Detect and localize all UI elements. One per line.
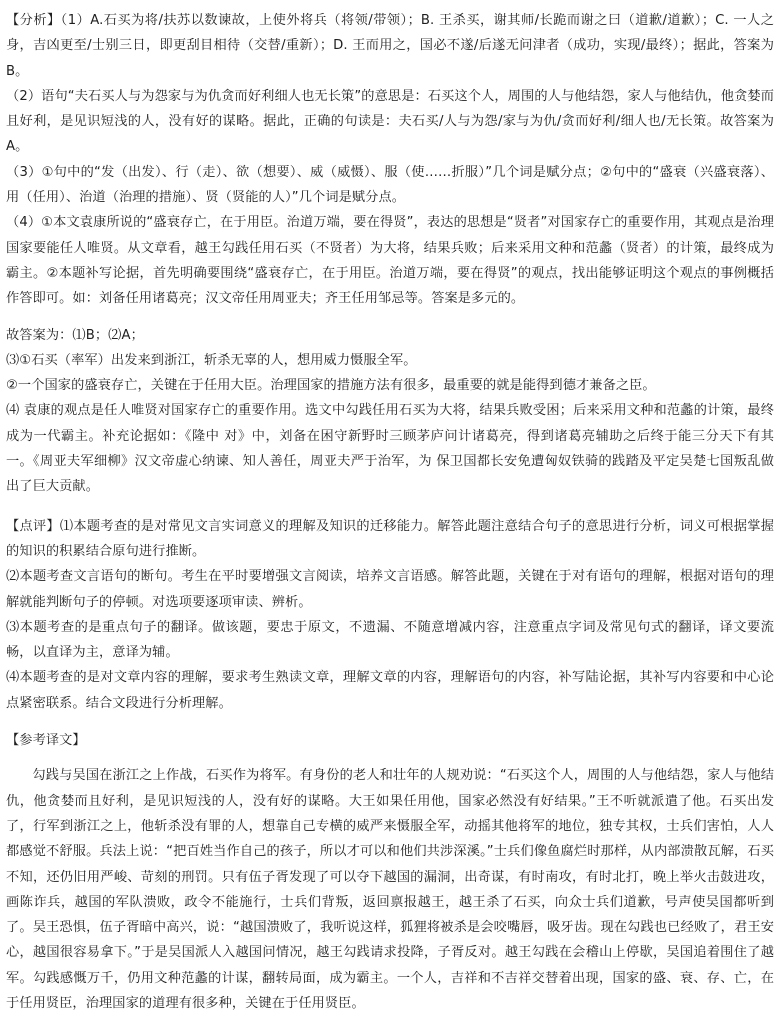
comment-paragraph-1: 【点评】⑴本题考查的是对常见文言实词意义的理解及知识的迁移能力。解答此题注意结合句子的意思进行分析，词义可根据掌握的知识的积累结合原句进行推断。 [6,518,774,559]
translation-body: 勾践与吴国在浙江之上作战，石买作为将军。有身份的老人和壮年的人规劝说：“石买这个人，周围的人与他结怨，家人与他结仇，他贪婪而且好利，是见识短浅的人，没有好的谋略。大王如果任用他，国家必然没有好结果。”王不听就派遣了他。石买出发了，行军到浙江之上，他斩杀没有罪的人，想靠自己专横的威严来慑服全军，动摇其他将军的地位，独专其权，士兵们害怕，人人都感觉不舒服。兵法上说：“把百姓当作自己的孩子，所以才可以和他们共涉深溪。”士兵们像鱼腐烂时那样，从内部溃散瓦解，石买不知，还仍旧用严峻、苛刻的刑罚。只有伍子胥发现了可以夺下越国的漏洞，出奇谋，有时南攻，有时北打，晚上举火击鼓进攻，画陈诈兵，越国的军队溃败，政令不能施行，士兵们背叛，返回禀报越王，越王杀了石买，向众士兵们道歉，号声使吴国都听到了。吴王恐惧，伍子胥暗中高兴，说：“越国溃败了，我听说这样，狐狸将被杀是会咬嘴唇，吸牙齿。现在勾践也已经败了，君王安心，越国很容易拿下。”于是吴国派人入越国问情况，越王勾践请求投降，子胥反对。越王勾践在会稽山上停歇，吴国追着围住了越军。勾践感慨万千，仍用文种范蠡的计谋，翻转局面，成为霸主。一个人，吉祥和不吉祥交替着出现，国家的盛、衰、存、亡，在于任用贤臣，治理国家的道理有很多种，关键在于任用贤臣。 [6,768,774,1011]
translation-section [6,728,774,1016]
section-gap [6,716,774,728]
comment-section [6,514,774,716]
section-gap [6,500,774,514]
analysis-paragraph-3: （3）①句中的“发（出发）、行（走）、欲（想要）、威（威慑）、服（使……折服）”几个词是赋分点；②句中的“盛衰（兴盛衰落）、用（任用）、治道（治理的措施）、贤（贤能的人）”几个词是赋分点。 [6,164,774,206]
answer-line-4: ⑷ 袁康的观点是任人唯贤对国家存亡的重要作用。选文中勾践任用石买为大将，结果兵败受困；后来采用文种和范蠡的计策，最终成为一代霸主。补充论据如：《隆中 对》中，刘备在困守新野时三顾茅庐问计诸葛亮，得到诸葛亮辅助之后终于能三分天下有其一。《周亚夫军细柳》汉文帝虚心纳谏、知人善任，周亚夫严于治军，为 保卫国都长安免遭匈奴铁骑的践踏及平定吴楚七国叛乱做出了巨大贡献。 [6,403,774,495]
comment-paragraph-2: ⑵本题考查文言语句的断句。考生在平时要增强文言阅读，培养文言语感。解答此题，关键在于对有语句的理解，根据对语句的理解就能判断句子的停顿。对选项要逐项审读、辨析。 [6,569,774,610]
section-gap [6,312,774,323]
answer-line-1: 故答案为：⑴B；⑵A； [6,327,144,343]
comment-paragraph-4: ⑷本题考查的是对文章内容的理解，要求考生熟读文章，理解文章的内容，理解语句的内容，补写陆论据，其补写内容要和中心论点紧密联系。结合文段进行分析理解。 [6,670,774,711]
translation-heading: 【参考译文】 [6,733,86,749]
analysis-paragraph-1: 【分析】（1）A.石买为将/扶苏以数谏故，上使外将兵（将领/带领）；B. 王杀买，谢其师/长跪而谢之曰（道歉/道歉）；C. 一人之身，吉凶更至/士别三日，即更刮目相待（交替/重新）；D. 王而用之，国必不遂/后遂无问津者（成功，实现/最终）；据此，答案为B。 [6,13,774,79]
analysis-section [6,8,774,312]
comment-paragraph-3: ⑶本题考查的是重点句子的翻译。做该题，要忠于原文，不遗漏、不随意增减内容，注意重点字词及常见句式的翻译，译文要流畅，以直译为主，意译为辅。 [6,619,774,661]
analysis-paragraph-2: （2）语句“夫石买人与为怨家与为仇贪而好利细人也无长策”的意思是：石买这个人，周围的人与他结怨，家人与他结仇，他贪婪而且好利，是见识短浅的人，没有好的谋略。据此，正确的句读是：夫石买/人与为怨/家与为仇/贪而好利/细人也/无长策。故答案为A。 [6,88,774,155]
answer-section [6,323,774,500]
answer-line-3: ②一个国家的盛衰存亡，关键在于任用大臣。治理国家的措施方法有很多，最重要的就是能得到德才兼备之臣。 [6,378,656,394]
analysis-paragraph-4: （4）①本文袁康所说的“盛衰存亡，在于用臣。治道万端，要在得贤”，表达的思想是“贤者”对国家存亡的重要作用，其观点是治理国家要能任人唯贤。从文章看，越王勾践任用石买（不贤者）为大将，结果兵败；后来采用文种和范蠡（贤者）的计策，最终成为霸主。②本题补写论据，首先明确要围绕“盛衰存亡，在于用臣。治道万端，要在得贤”的观点，找出能够证明这个观点的事例概括作答即可。如：刘备任用诸葛亮；汉文帝任用周亚夫；齐王任用邹忌等。答案是多元的。 [6,215,774,307]
heading-gap [6,753,774,763]
answer-line-2: ⑶①石买（率军）出发来到浙江，斩杀无辜的人，想用威力慑服全军。 [6,352,417,368]
